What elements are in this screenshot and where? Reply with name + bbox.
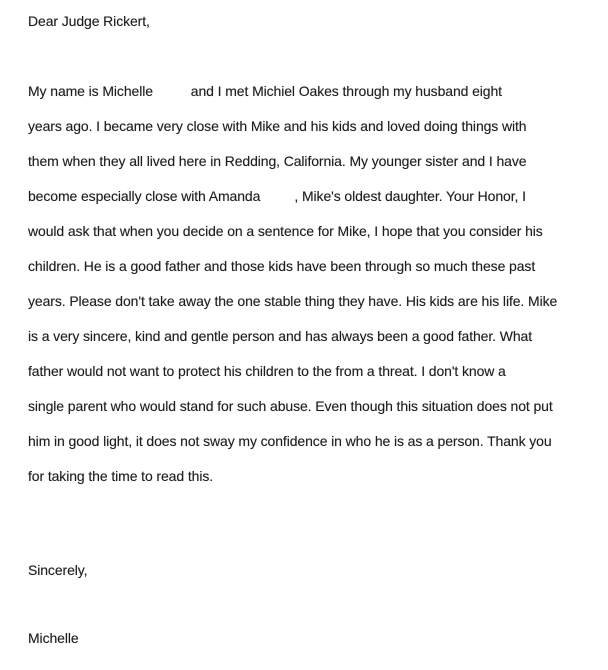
- blank-line: [28, 39, 590, 74]
- body-line-1: My name is Michelle and I met Michiel Oakes through my husband eight: [28, 83, 502, 99]
- body-line-4: become especially close with Amanda , Mike's oldest daughter. Your Honor, I: [28, 188, 526, 204]
- body-line-11: him in good light, it does not sway my confidence in who he is as a person. Thank you: [28, 433, 552, 449]
- body-line-9: father would not want to protect his children to the from a threat. I don't know a: [28, 363, 506, 379]
- body-line-5: would ask that when you decide on a sentence for Mike, I hope that you consider his: [28, 223, 543, 239]
- body-line-10: single parent who would stand for such abuse. Even though this situation does not put: [28, 398, 553, 414]
- body-line-3: them when they all lived here in Redding, California. My younger sister and I have: [28, 153, 527, 169]
- salutation: Dear Judge Rickert,: [28, 13, 150, 29]
- body-line-7: years. Please don't take away the one stable thing they have. His kids are his life. Mike: [28, 293, 558, 309]
- closing: Sincerely,: [28, 562, 88, 578]
- body-line-12: for taking the time to read this.: [28, 468, 214, 484]
- body-line-6: children. He is a good father and those kids have been through so much these past: [28, 258, 536, 274]
- signature: Michelle: [28, 630, 79, 646]
- body-line-8: is a very sincere, kind and gentle person and has always been a good father. What: [28, 328, 532, 344]
- body-line-2: years ago. I became very close with Mike and his kids and loved doing things with: [28, 118, 527, 134]
